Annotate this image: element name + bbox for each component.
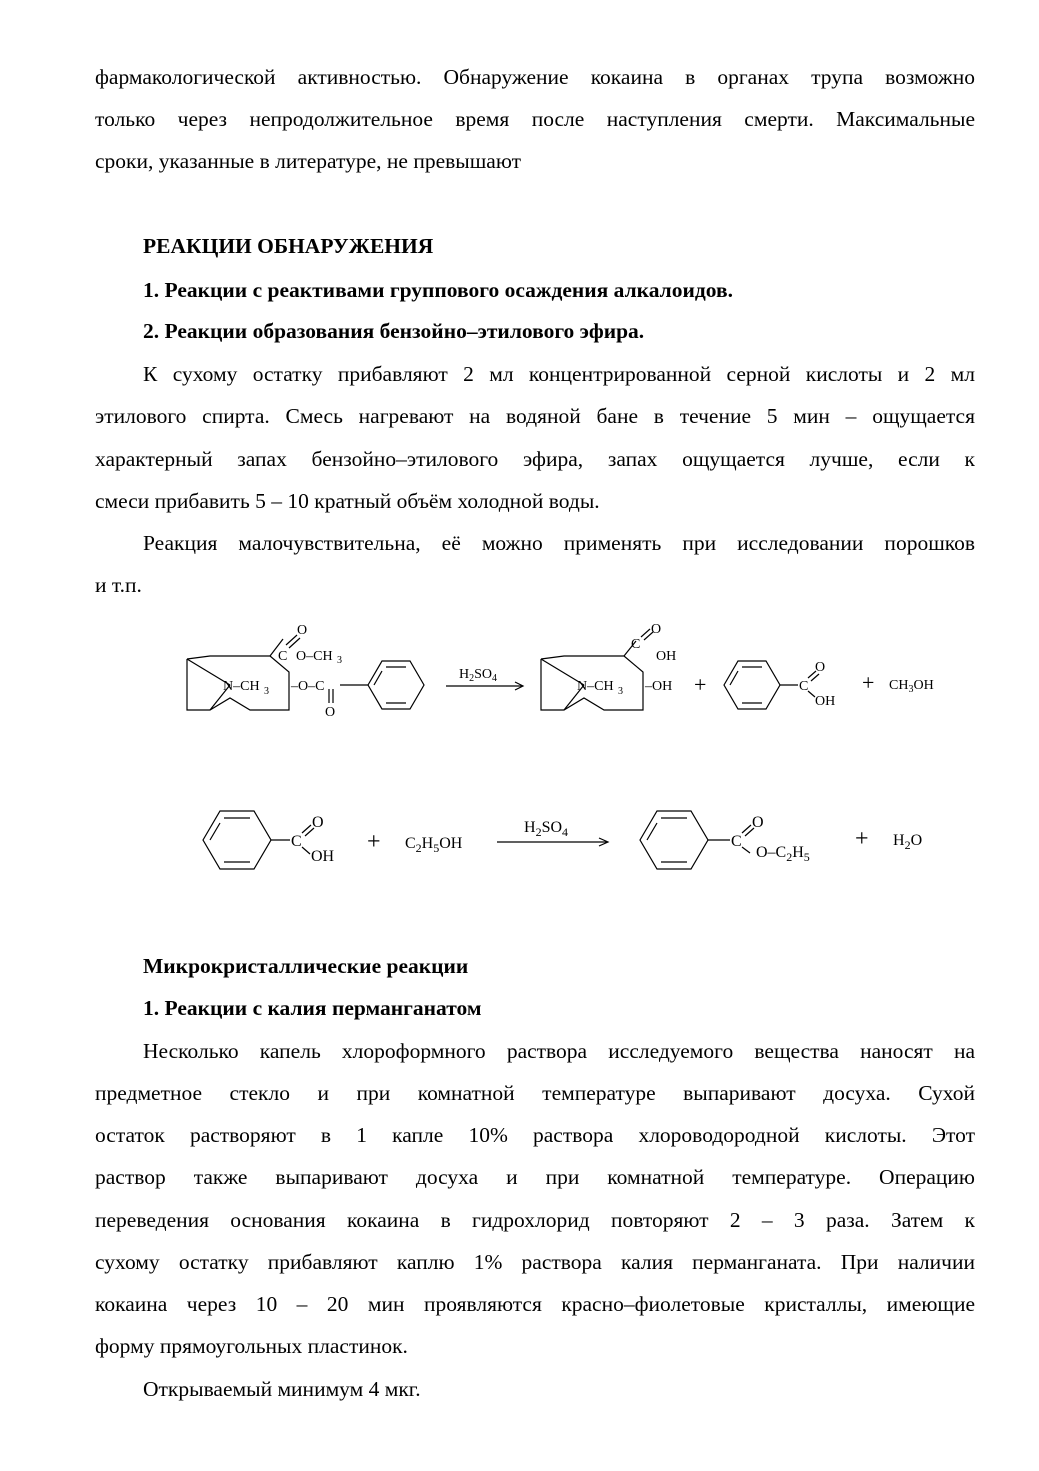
methanol-formula: $CH_3OH$ <box>889 678 934 695</box>
text-line: характерный запах бензойно–этилового эфира, запах ощущается лучше, если к <box>95 447 975 471</box>
ester-carbonyl-oxygen: O <box>297 623 308 638</box>
section-heading: Микрокристаллические реакции <box>143 954 469 978</box>
reagent-label: $H_2SO_4$ <box>459 667 498 684</box>
text-line: этилового спирта. Смесь нагревают на водяной бане в течение 5 мин – ощущается <box>95 404 975 428</box>
carbonyl-oxygen: O <box>815 660 826 675</box>
text-line: только через непродолжительное время после наступления смерти. Максимальные <box>95 107 975 131</box>
ethyl-benzoate-structure <box>640 811 810 869</box>
text-line: остаток растворяют в 1 капле 10% раствора хлороводородной кислоты. Этот <box>95 1123 975 1147</box>
benzoyl-carbonyl-oxygen: O <box>325 705 336 720</box>
text-line: Реакция малочувствительна, её можно применять при исследовании порошков <box>143 531 975 555</box>
plus-sign: + <box>367 829 381 855</box>
reaction-scheme-esterification <box>0 795 1039 905</box>
reagent-label: $H_2SO_4$ <box>524 819 569 839</box>
text-line: и т.п. <box>95 573 142 597</box>
plus-sign: + <box>855 826 869 852</box>
acid-carbonyl-oxygen: O <box>651 622 662 637</box>
carboxyl-hydroxyl: OH <box>815 694 836 709</box>
carboxyl-carbon: C <box>799 679 809 694</box>
detection-limit: Открываемый минимум 4 мкг. <box>143 1377 421 1401</box>
text-line: К сухому остатку прибавляют 2 мл концентрированной серной кислоты и 2 мл <box>143 362 975 386</box>
benzene-ring <box>724 661 780 709</box>
methoxy-label: O–CH <box>296 649 333 664</box>
ester-carbon: C <box>731 833 742 850</box>
ecgonine-structure <box>541 622 676 710</box>
benzene-ring <box>203 811 271 869</box>
text-line: сроки, указанные в литературе, не превышают <box>95 149 522 173</box>
cocaine-structure <box>187 623 424 720</box>
acid-hydroxyl: OH <box>656 649 677 664</box>
benzene-ring <box>368 661 424 709</box>
carbonyl-oxygen: O <box>312 814 324 831</box>
ethanol-formula: $C_2H_5OH$ <box>405 835 463 855</box>
water-formula: $H_2O$ <box>893 832 923 852</box>
n-methyl-label: N–CH <box>577 679 614 694</box>
text-line: раствор также выпаривают досуха и при комнатной температуре. Операцию <box>95 1165 975 1189</box>
text-line: Несколько капель хлороформного раствора исследуемого вещества наносят на <box>143 1039 975 1063</box>
text-line: сухому остатку прибавляют каплю 1% раствора калия перманганата. При наличии <box>95 1250 975 1274</box>
acid-carbon-label: C <box>631 637 641 652</box>
ethoxy-formula: $O-C_2H_5$ <box>756 844 810 864</box>
benzoyloxy-label: –O–C <box>291 679 325 694</box>
section-heading: РЕАКЦИИ ОБНАРУЖЕНИЯ <box>143 234 434 258</box>
carbonyl-oxygen: O <box>752 814 764 831</box>
reaction-scheme-hydrolysis <box>0 615 1039 725</box>
benzoic-acid-structure <box>203 811 335 869</box>
hydroxyl-label: –OH <box>645 679 673 694</box>
text-line: форму прямоугольных пластинок. <box>95 1334 408 1358</box>
carboxyl-carbon: C <box>291 833 302 850</box>
text-line: переведения основания кокаина в гидрохлорид повторяют 2 – 3 раза. Затем к <box>95 1208 975 1232</box>
ester-carbon-label: C <box>278 649 288 664</box>
list-item-heading: 1. Реакции с калия перманганатом <box>143 996 482 1020</box>
plus-sign: + <box>862 670 875 695</box>
n-methyl-subscript: 3 <box>264 686 269 697</box>
carboxyl-hydroxyl: OH <box>311 848 335 865</box>
methoxy-subscript: 3 <box>337 655 342 666</box>
n-methyl-subscript: 3 <box>618 686 623 697</box>
benzoic-acid-structure <box>724 660 835 709</box>
n-methyl-label: N–CH <box>223 679 260 694</box>
text-line: фармакологической активностью. Обнаружение кокаина в органах трупа возможно <box>95 65 975 89</box>
plus-sign: + <box>694 672 707 697</box>
text-line: кокаина через 10 – 20 мин проявляются красно–фиолетовые кристаллы, имеющие <box>95 1292 975 1316</box>
text-line: предметное стекло и при комнатной температуре выпаривают досуха. Сухой <box>95 1081 975 1105</box>
reaction-arrow <box>446 667 523 690</box>
list-item-heading: 1. Реакции с реактивами группового осаждения алкалоидов. <box>143 278 733 302</box>
text-line: смеси прибавить 5 – 10 кратный объём холодной воды. <box>95 489 600 513</box>
benzene-ring <box>640 811 708 869</box>
reaction-arrow <box>497 819 608 846</box>
list-item-heading: 2. Реакции образования бензойно–этилового эфира. <box>143 319 645 343</box>
